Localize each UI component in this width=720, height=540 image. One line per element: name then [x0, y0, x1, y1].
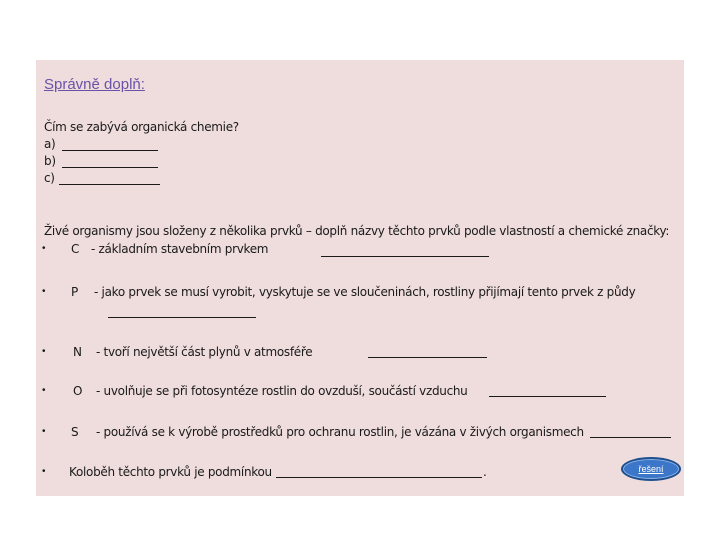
bullet: •	[42, 243, 46, 254]
bullet: •	[42, 426, 46, 437]
element-symbol-p: P	[71, 285, 78, 299]
element-symbol-n: N	[73, 345, 82, 359]
option-a-label: a)	[44, 137, 56, 151]
element-desc-n: - tvoří největší část plynů v atmosféře	[96, 345, 313, 359]
element-symbol-c: C	[71, 242, 80, 256]
cycle-condition-period: .	[483, 465, 487, 479]
element-symbol-s: S	[71, 425, 79, 439]
question-organic-chemistry: Čím se zabývá organická chemie?	[44, 120, 239, 134]
option-c-blank[interactable]	[59, 184, 160, 185]
element-p-blank[interactable]	[108, 317, 256, 318]
exercise-title: Správně doplň:	[44, 76, 145, 93]
element-s-blank[interactable]	[590, 437, 671, 438]
element-o-blank[interactable]	[489, 396, 606, 397]
element-n-blank[interactable]	[368, 357, 487, 358]
element-desc-o: - uvolňuje se při fotosyntéze rostlin do ovzduší, součástí vzduchu	[96, 384, 468, 398]
option-b-label: b)	[44, 154, 56, 168]
option-b-blank[interactable]	[62, 167, 158, 168]
bullet: •	[42, 286, 46, 297]
element-desc-s: - používá se k výrobě prostředků pro ochranu rostlin, je vázána v živých organismech	[96, 425, 584, 439]
element-desc-p: - jako prvek se musí vyrobit, vyskytuje se ve sloučeninách, rostliny přijímají tento prvek z půdy	[94, 285, 636, 299]
cycle-condition-blank[interactable]	[276, 477, 482, 478]
bullet: •	[42, 385, 46, 396]
option-a-blank[interactable]	[62, 150, 158, 151]
slide	[36, 60, 684, 496]
option-c-label: c)	[44, 171, 55, 185]
question-elements-intro: Živé organismy jsou složeny z několika prvků – doplň názvy těchto prvků podle vlastností a chemické značky:	[44, 224, 670, 238]
element-symbol-o: O	[73, 384, 83, 398]
element-desc-c: - základním stavebním prvkem	[91, 242, 269, 256]
element-c-blank[interactable]	[321, 256, 489, 257]
bullet: •	[42, 466, 46, 477]
bullet: •	[42, 346, 46, 357]
solution-button[interactable]: řešení	[621, 457, 681, 481]
cycle-condition-text: Koloběh těchto prvků je podmínkou	[69, 465, 272, 479]
